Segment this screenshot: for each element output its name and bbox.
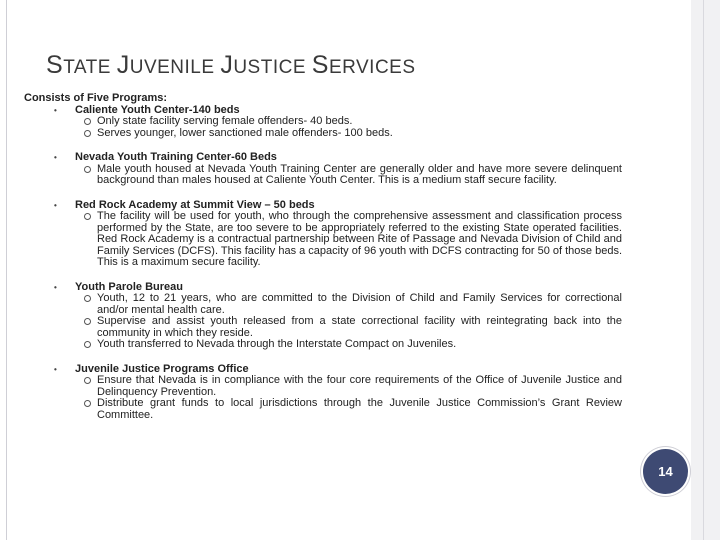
program-juvenile-justice-office: [24, 364, 622, 422]
bullet-dot: •: [54, 200, 57, 210]
ring-bullet-icon: [84, 377, 91, 384]
list-item: [24, 339, 622, 351]
program-items: [24, 116, 622, 139]
list-item-text: Youth, 12 to 21 years, who are committed to the Division of Child and Family Services for correctional and/or mental health care.: [97, 292, 622, 316]
title-rest-4: ERVICES: [328, 56, 416, 78]
program-heading-text: Red Rock Academy at Summit View – 50 beds: [75, 198, 315, 211]
ring-bullet-icon: [84, 400, 91, 407]
program-red-rock-academy: [24, 200, 622, 269]
list-item-text: Ensure that Nevada is in compliance with the four core requirements of the Office of Juvenile Justice and Delinquency Prevention.: [97, 374, 622, 398]
title-initial-3: J: [220, 50, 234, 79]
title-rest-3: USTICE: [233, 56, 312, 78]
ring-bullet-icon: [84, 213, 91, 220]
list-item-text: Only state facility serving female offenders- 40 beds.: [97, 115, 353, 127]
ring-bullet-icon: [84, 130, 91, 137]
program-heading-text: Juvenile Justice Programs Office: [75, 362, 249, 375]
bullet-dot: •: [54, 153, 57, 162]
program-heading-text: Nevada Youth Training Center-60 Beds: [75, 151, 277, 163]
program-heading-text: Youth Parole Bureau: [75, 280, 183, 293]
list-item-text: The facility will be used for youth, who through the comprehensive assessment and classification process performed by the State, are too severe to be appropriately referred to the existing State operated facilities. Red Rock Academy is a contractual partnership between Rite of Passage and Nevada Division of Child and Family Services (DCFS). This facility has a capacity of 96 youth with DCFS contracting for 50 of those beds. This is a maximum secure facility.: [97, 210, 622, 268]
title-rest-1: TATE: [63, 56, 117, 78]
ring-bullet-icon: [84, 341, 91, 348]
ring-bullet-icon: [84, 318, 91, 325]
program-items: [24, 293, 622, 351]
title-initial-2: J: [116, 50, 130, 79]
title-rest-2: UVENILE: [129, 56, 221, 78]
list-item: [24, 293, 622, 316]
list-item-text: Serves younger, lower sanctioned male offenders- 100 beds.: [97, 126, 393, 139]
page-number: 14: [658, 464, 673, 479]
bullet-dot: •: [54, 282, 57, 292]
program-items: [24, 164, 622, 187]
title-initial-1: S: [46, 50, 64, 79]
list-item: [24, 375, 622, 398]
bullet-dot: •: [54, 364, 57, 374]
ring-bullet-icon: [84, 118, 91, 125]
program-nevada-youth-training: [24, 152, 622, 187]
list-item-text: Distribute grant funds to local jurisdictions through the Juvenile Justice Commission’s Grant Review Committee.: [97, 397, 622, 421]
list-item: [24, 164, 622, 187]
page-number-badge: [643, 449, 688, 494]
bullet-dot: •: [54, 105, 57, 115]
program-youth-parole-bureau: [24, 282, 622, 351]
ring-bullet-icon: [84, 166, 91, 173]
program-items: [24, 375, 622, 421]
list-item: [24, 211, 622, 269]
program-heading-text: Caliente Youth Center-140 beds: [75, 103, 240, 116]
list-item: [24, 128, 622, 140]
list-item: [24, 398, 622, 421]
list-item-text: Male youth housed at Nevada Youth Training Center are generally older and have more severe delinquent background than males housed at Caliente Youth Center. This is a medium staff secure facility.: [97, 162, 622, 186]
list-item-text: Supervise and assist youth released from a state correctional facility with reintegrating back into the community in which they reside.: [97, 315, 622, 339]
title-initial-4: S: [311, 50, 329, 79]
right-margin-band: [691, 0, 720, 540]
list-item: [24, 316, 622, 339]
ring-bullet-icon: [84, 295, 91, 302]
list-item-text: Youth transferred to Nevada through the Interstate Compact on Juveniles.: [97, 338, 457, 350]
program-caliente: [24, 105, 622, 140]
slide-body: [24, 93, 622, 421]
slide-title: [46, 51, 416, 80]
intro-line: Consists of Five Programs:: [24, 92, 168, 104]
program-items: [24, 211, 622, 269]
right-margin-rule: [703, 0, 704, 540]
